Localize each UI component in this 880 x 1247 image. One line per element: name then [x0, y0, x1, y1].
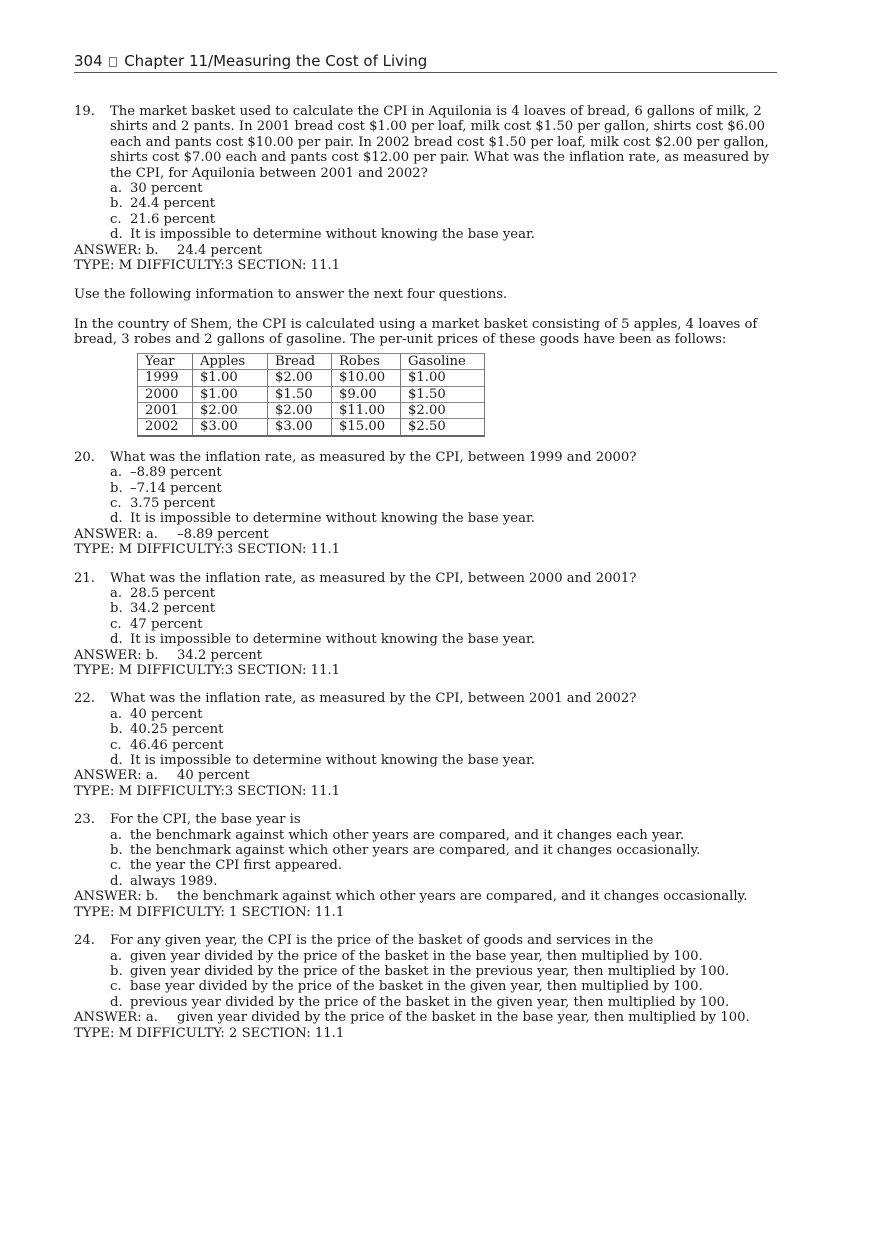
question-meta: TYPE: M DIFFICULTY:3 SECTION: 11.1 — [74, 542, 341, 558]
option-letter: b. — [110, 196, 123, 212]
question-text: For the CPI, the base year is — [110, 812, 301, 828]
question-meta: TYPE: M DIFFICULTY: 2 SECTION: 11.1 — [74, 1025, 345, 1041]
table-cell: $1.00 — [193, 370, 268, 386]
answer-line — [74, 1010, 784, 1025]
option-d — [74, 753, 784, 768]
table-cell: $3.00 — [268, 419, 332, 436]
chapter-title: Chapter 11/Measuring the Cost of Living — [124, 52, 428, 70]
table-cell: 2002 — [138, 419, 193, 436]
answer-label: ANSWER: b. — [74, 242, 159, 258]
question-24 — [74, 933, 784, 1041]
option-a — [74, 949, 784, 964]
question-meta: TYPE: M DIFFICULTY: 1 SECTION: 11.1 — [74, 904, 345, 920]
option-a — [74, 707, 784, 722]
option-text: 46.46 percent — [130, 737, 224, 753]
option-text: base year divided by the price of the basket in the given year, then multiplied by 100. — [130, 979, 703, 995]
answer-text: 24.4 percent — [177, 242, 263, 258]
question-stem — [74, 933, 784, 948]
option-b — [74, 722, 784, 737]
option-letter: d. — [110, 511, 123, 527]
question-text: What was the inflation rate, as measured by the CPI, between 2001 and 2002? — [110, 691, 637, 707]
option-letter: d. — [110, 227, 123, 243]
option-b — [74, 601, 784, 616]
option-letter: b. — [110, 963, 123, 979]
question-number: 21. — [74, 570, 95, 586]
answer-label: ANSWER: b. — [74, 889, 159, 905]
table-cell: $2.00 — [401, 402, 485, 418]
question-stem — [74, 812, 784, 827]
option-text: 40.25 percent — [130, 722, 224, 738]
table-cell: $9.00 — [332, 386, 401, 402]
option-letter: a. — [110, 706, 123, 722]
table-header: Year — [138, 353, 193, 369]
option-c — [74, 979, 784, 994]
option-d — [74, 511, 784, 526]
option-letter: d. — [110, 753, 123, 769]
intro-line: Use the following information to answer the next four questions. — [74, 287, 508, 303]
table-cell: 2001 — [138, 402, 193, 418]
option-c — [74, 858, 784, 873]
option-a — [74, 828, 784, 843]
option-letter: a. — [110, 181, 123, 197]
question-22 — [74, 691, 784, 799]
question-stem — [74, 450, 784, 465]
option-text: It is impossible to determine without knowing the base year. — [130, 753, 535, 769]
table-cell: $1.50 — [268, 386, 332, 402]
question-stem — [74, 691, 784, 706]
option-text: It is impossible to determine without knowing the base year. — [130, 632, 535, 648]
table-cell: $1.50 — [401, 386, 485, 402]
table-row — [138, 402, 485, 418]
option-text: 21.6 percent — [130, 211, 216, 227]
option-letter: a. — [110, 827, 123, 843]
question-number: 22. — [74, 691, 95, 707]
option-d — [74, 995, 784, 1010]
option-letter: b. — [110, 601, 123, 617]
answer-text: 40 percent — [177, 768, 250, 784]
option-letter: a. — [110, 948, 123, 964]
option-b — [74, 843, 784, 858]
table-cell: $2.50 — [401, 419, 485, 436]
question-meta: TYPE: M DIFFICULTY:3 SECTION: 11.1 — [74, 258, 341, 274]
answer-line — [74, 527, 784, 542]
option-text: 28.5 percent — [130, 585, 216, 601]
table-header: Gasoline — [401, 353, 485, 369]
option-text: the benchmark against which other years are compared, and it changes occasionally. — [130, 843, 701, 859]
option-text: given year divided by the price of the basket in the base year, then multiplied by 100. — [130, 948, 703, 964]
table-cell: $1.00 — [193, 386, 268, 402]
missing-glyph-icon — [109, 57, 117, 67]
option-text: always 1989. — [130, 873, 218, 889]
option-text: It is impossible to determine without knowing the base year. — [130, 511, 535, 527]
option-c — [74, 617, 784, 632]
answer-text: –8.89 percent — [177, 526, 269, 542]
option-text: 40 percent — [130, 706, 203, 722]
option-letter: d. — [110, 873, 123, 889]
option-text: 30 percent — [130, 181, 203, 197]
option-b — [74, 196, 784, 211]
table-row — [138, 370, 485, 386]
answer-label: ANSWER: b. — [74, 647, 159, 663]
option-d — [74, 632, 784, 647]
question-number: 19. — [74, 104, 95, 119]
option-letter: b. — [110, 722, 123, 738]
option-text: –8.89 percent — [130, 465, 222, 481]
question-text: The market basket used to calculate the CPI in Aquilonia is 4 loaves of bread, 6 gallons of milk, 2 shirts and 2 pants. In 2001 bread cost $1.00 per loaf, milk cost $1.50 per gallon, shirts cost $6.00 each and pants cost $10.00 per pair. In 2002 bread cost $1.50 per loaf, milk cost $2.00 per gallon, shirts cost $7.00 each and pants cost $12.00 per pair. What was the inflation rate, as measured by the CPI, for Aquilonia between 2001 and 2002? — [110, 104, 770, 181]
intro-paragraph: In the country of Shem, the CPI is calculated using a market basket consisting of 5 apples, 4 loaves of bread, 3 robes and 2 gallons of gasoline. The per-unit prices of these goods have been as follows: — [74, 316, 758, 348]
table-header-row — [138, 353, 485, 369]
option-b — [74, 964, 784, 979]
option-letter: c. — [110, 858, 122, 874]
option-text: –7.14 percent — [130, 480, 222, 496]
answer-text: 34.2 percent — [177, 647, 263, 663]
question-text: For any given year, the CPI is the price of the basket of goods and services in the — [110, 933, 654, 949]
table-cell: $15.00 — [332, 419, 401, 436]
option-letter: b. — [110, 843, 123, 859]
table-cell: $3.00 — [193, 419, 268, 436]
question-20 — [74, 450, 784, 558]
option-c — [74, 738, 784, 753]
table-row — [138, 386, 485, 402]
page-number: 304 — [74, 52, 103, 70]
table-header: Robes — [332, 353, 401, 369]
table-cell: $2.00 — [193, 402, 268, 418]
question-number: 20. — [74, 449, 95, 465]
option-c — [74, 212, 784, 227]
table-cell: 1999 — [138, 370, 193, 386]
option-text: 34.2 percent — [130, 601, 216, 617]
answer-line — [74, 889, 784, 904]
option-letter: b. — [110, 480, 123, 496]
question-23 — [74, 812, 784, 920]
option-a — [74, 586, 784, 601]
question-text: What was the inflation rate, as measured by the CPI, between 1999 and 2000? — [110, 449, 637, 465]
option-d — [74, 874, 784, 889]
answer-line — [74, 243, 784, 258]
question-text: What was the inflation rate, as measured by the CPI, between 2000 and 2001? — [110, 570, 637, 586]
question-number: 24. — [74, 933, 95, 949]
answer-line — [74, 648, 784, 663]
answer-label: ANSWER: a. — [74, 1010, 158, 1026]
table-cell: $10.00 — [332, 370, 401, 386]
option-a — [74, 465, 784, 480]
option-letter: a. — [110, 465, 123, 481]
option-letter: c. — [110, 979, 122, 995]
answer-text: the benchmark against which other years are compared, and it changes occasionally. — [177, 889, 748, 905]
answer-line — [74, 768, 784, 783]
table-header: Bread — [268, 353, 332, 369]
option-d — [74, 227, 784, 242]
table-header: Apples — [193, 353, 268, 369]
option-letter: c. — [110, 737, 122, 753]
option-text: 24.4 percent — [130, 196, 216, 212]
option-letter: c. — [110, 495, 122, 511]
option-letter: c. — [110, 211, 122, 227]
option-text: the benchmark against which other years are compared, and it changes each year. — [130, 827, 685, 843]
option-c — [74, 496, 784, 511]
table-row — [138, 419, 485, 436]
document-body — [74, 104, 784, 1041]
option-b — [74, 481, 784, 496]
table-cell: 2000 — [138, 386, 193, 402]
option-text: It is impossible to determine without knowing the base year. — [130, 227, 535, 243]
option-letter: c. — [110, 616, 122, 632]
answer-label: ANSWER: a. — [74, 526, 158, 542]
table-cell: $2.00 — [268, 402, 332, 418]
table-cell: $1.00 — [401, 370, 485, 386]
price-table — [137, 353, 485, 437]
question-meta: TYPE: M DIFFICULTY:3 SECTION: 11.1 — [74, 663, 341, 678]
question-stem — [74, 571, 784, 586]
option-text: given year divided by the price of the basket in the previous year, then multiplied by 100. — [130, 963, 730, 979]
question-19 — [74, 104, 784, 273]
page-header — [74, 51, 777, 73]
option-text: 47 percent — [130, 616, 203, 632]
option-letter: d. — [110, 994, 123, 1010]
question-number: 23. — [74, 812, 95, 828]
question-stem — [74, 104, 784, 181]
option-text: the year the CPI first appeared. — [130, 858, 343, 874]
table-cell: $2.00 — [268, 370, 332, 386]
question-meta: TYPE: M DIFFICULTY:3 SECTION: 11.1 — [74, 783, 341, 799]
answer-label: ANSWER: a. — [74, 768, 158, 784]
option-letter: d. — [110, 632, 123, 648]
option-letter: a. — [110, 585, 123, 601]
table-cell: $11.00 — [332, 402, 401, 418]
option-a — [74, 181, 784, 196]
option-text: 3.75 percent — [130, 495, 216, 511]
option-text: previous year divided by the price of the basket in the given year, then multiplied by 100. — [130, 994, 730, 1010]
question-21 — [74, 571, 784, 679]
answer-text: given year divided by the price of the basket in the base year, then multiplied by 100. — [177, 1010, 750, 1026]
